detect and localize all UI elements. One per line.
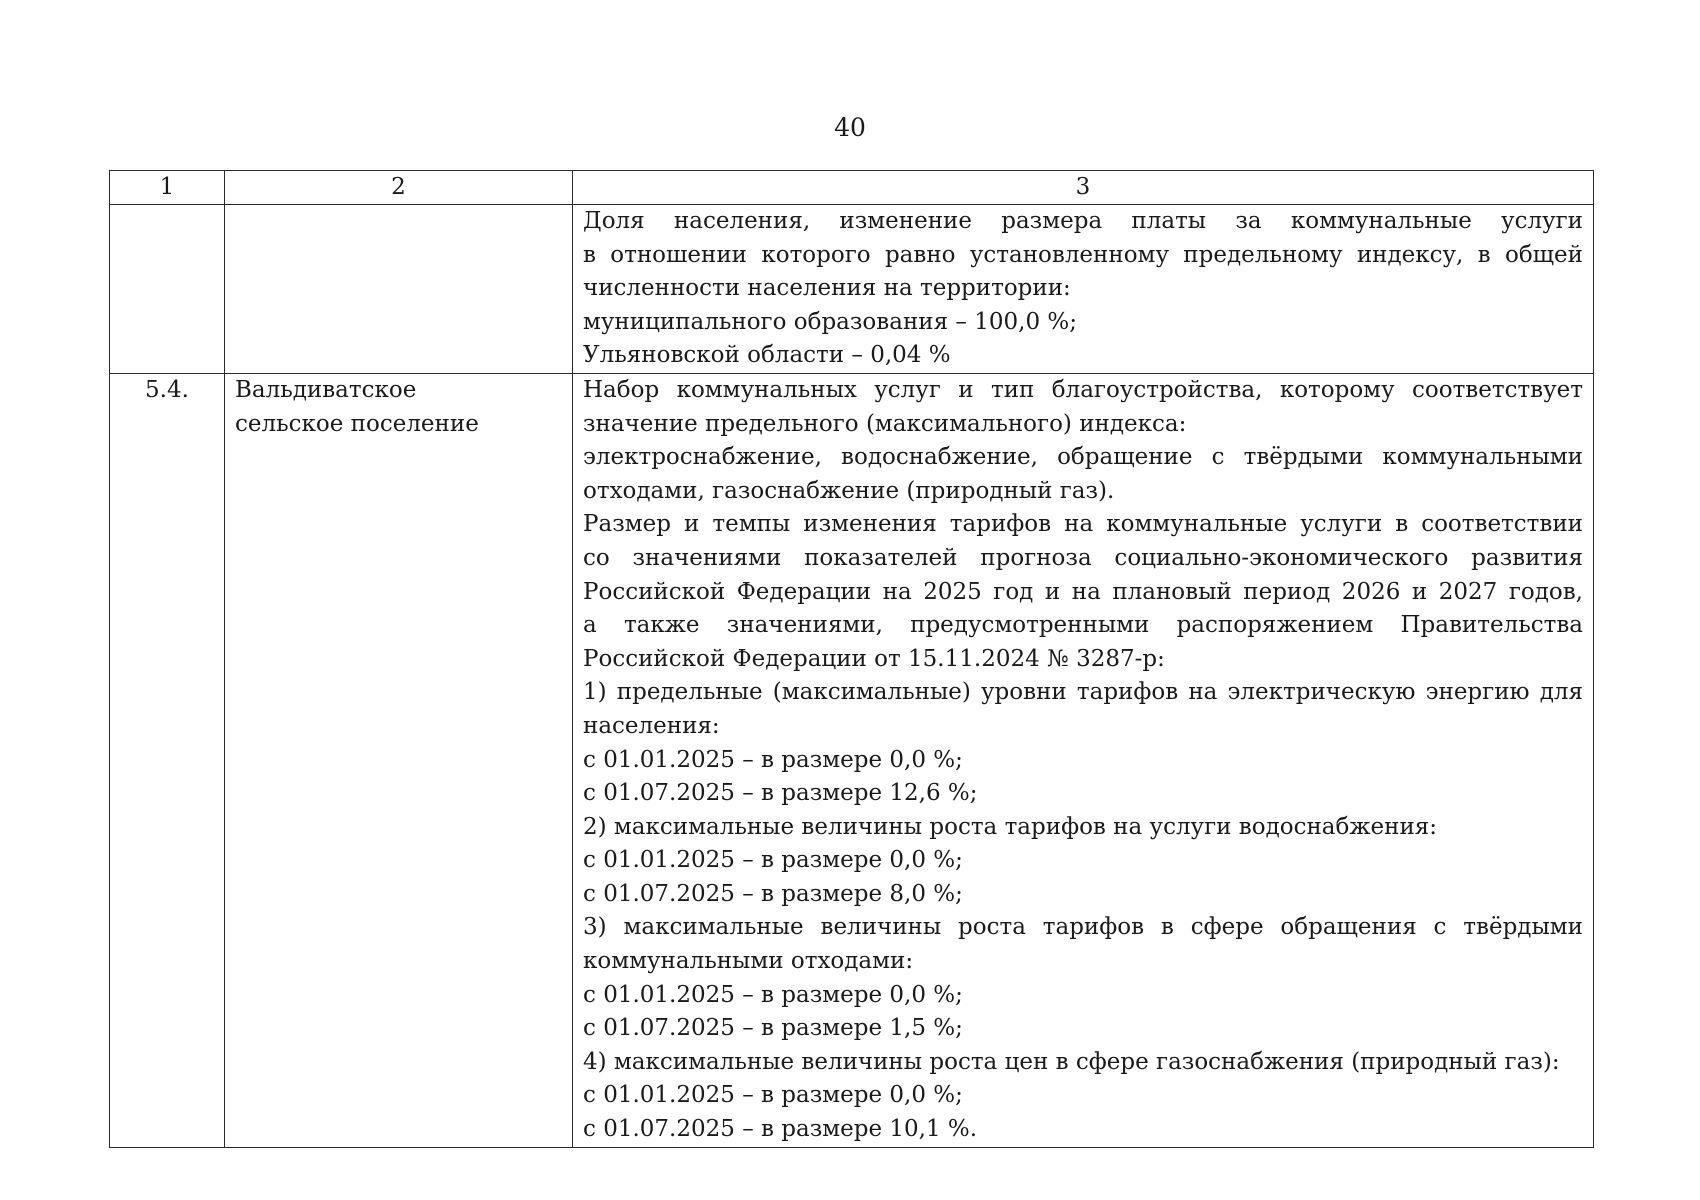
content-line: с 01.01.2025 – в размере 0,0 %; <box>583 746 963 773</box>
tariff-table <box>109 170 1594 1148</box>
municipality-name <box>225 205 573 374</box>
municipality-name <box>225 373 573 1147</box>
row-content <box>573 205 1594 374</box>
content-line: Набор коммунальных услуг и тип благоустройства, которому соответствует <box>583 376 1583 403</box>
municipality-name-line: сельское поселение <box>235 410 479 437</box>
content-line: населения: <box>583 712 720 739</box>
content-line: с 01.07.2025 – в размере 10,1 %. <box>583 1116 978 1143</box>
content-line: с 01.01.2025 – в размере 0,0 %; <box>583 981 963 1008</box>
content-line: в отношении которого равно установленному предельному индексу, в общей <box>583 241 1583 268</box>
row-content <box>573 373 1594 1147</box>
content-line: с 01.01.2025 – в размере 0,0 %; <box>583 847 963 874</box>
content-line: а также значениями, предусмотренными распоряжением Правительства <box>583 612 1583 639</box>
content-line: Российской Федерации на 2025 год и на плановый период 2026 и 2027 годов, <box>583 578 1583 605</box>
content-line: 1) предельные (максимальные) уровни тарифов на электрическую энергию для <box>583 679 1583 706</box>
header-cell-2: 2 <box>225 171 573 205</box>
content-line: 3) максимальные величины роста тарифов в сфере обращения с твёрдыми <box>583 914 1583 941</box>
row-number: 5.4. <box>110 373 225 1147</box>
municipality-name-line: Вальдиватское <box>235 376 417 403</box>
page-number: 40 <box>834 113 866 142</box>
header-cell-1: 1 <box>110 171 225 205</box>
table-row <box>110 373 1594 1147</box>
row-number <box>110 205 225 374</box>
content-line: 4) максимальные величины роста цен в сфере газоснабжения (природный газ): <box>583 1048 1560 1075</box>
table-row <box>110 205 1594 374</box>
content-line: Доля населения, изменение размера платы за коммунальные услуги <box>583 208 1583 234</box>
header-cell-3: 3 <box>573 171 1594 205</box>
content-line: Ульяновской области – 0,04 % <box>583 342 951 369</box>
content-line: коммунальными отходами: <box>583 948 914 975</box>
content-line: значение предельного (максимального) индекса: <box>583 410 1187 437</box>
content-line: Российской Федерации от 15.11.2024 № 3287-р: <box>583 645 1165 672</box>
content-line: численности населения на территории: <box>583 275 1071 302</box>
content-line: электроснабжение, водоснабжение, обращение с твёрдыми коммунальными <box>583 444 1583 471</box>
content-line: с 01.07.2025 – в размере 8,0 %; <box>583 880 963 907</box>
content-line: с 01.07.2025 – в размере 1,5 %; <box>583 1015 963 1042</box>
content-line: муниципального образования – 100,0 %; <box>583 308 1077 335</box>
content-line: со значениями показателей прогноза социально-экономического развития <box>583 544 1583 571</box>
content-line: Размер и темпы изменения тарифов на коммунальные услуги в соответствии <box>583 511 1583 538</box>
content-line: с 01.01.2025 – в размере 0,0 %; <box>583 1082 963 1109</box>
content-line: с 01.07.2025 – в размере 12,6 %; <box>583 780 978 807</box>
content-line: 2) максимальные величины роста тарифов на услуги водоснабжения: <box>583 813 1438 840</box>
content-line: отходами, газоснабжение (природный газ). <box>583 477 1115 504</box>
table-header-row <box>110 171 1594 205</box>
